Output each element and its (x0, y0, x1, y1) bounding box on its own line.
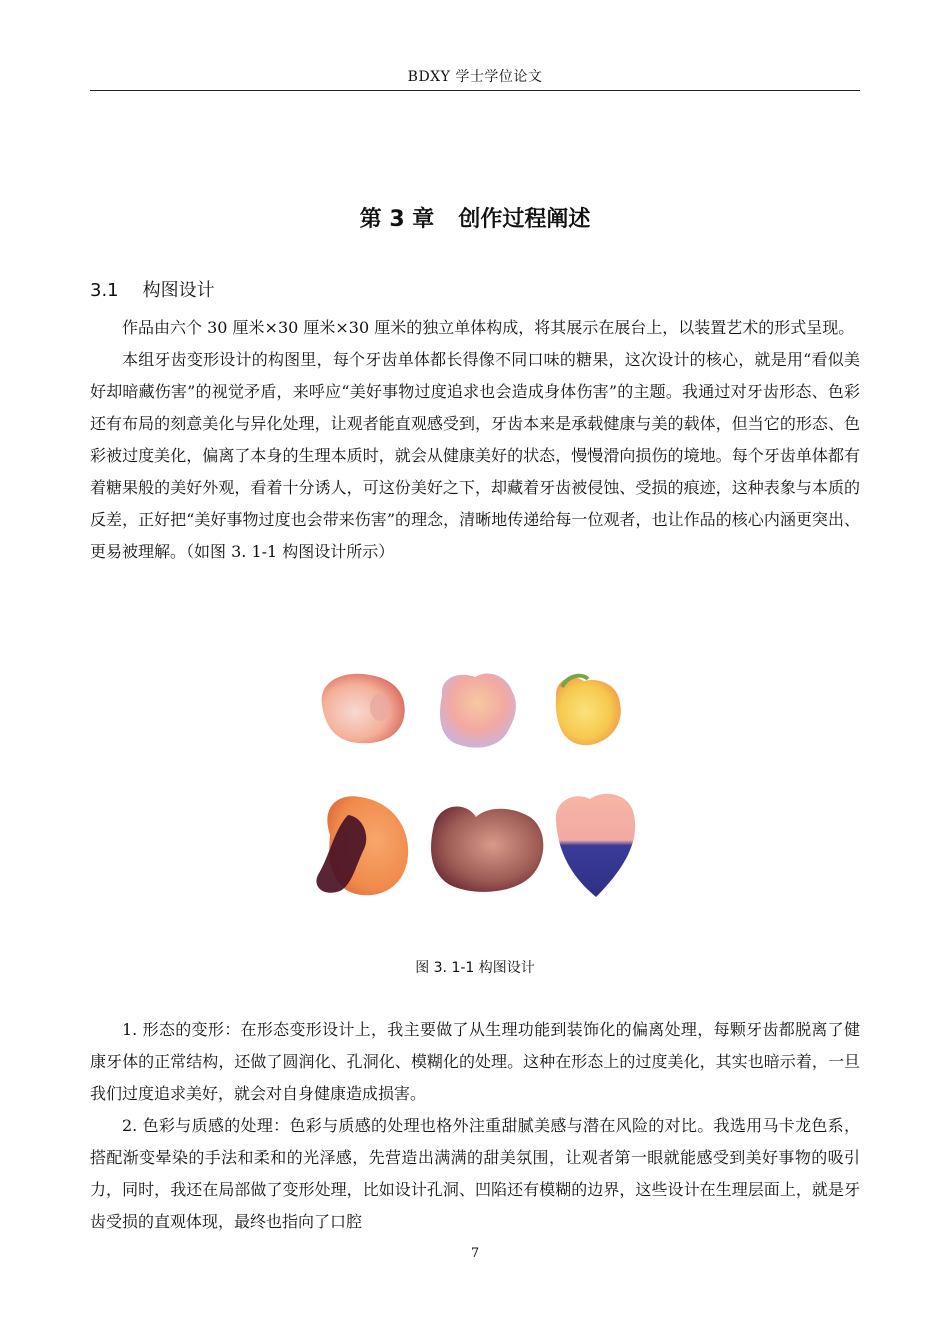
tooth-1-peach (322, 674, 405, 744)
chapter-title (90, 200, 860, 240)
tooth-5-cocoa (431, 807, 543, 892)
teeth-image (300, 665, 650, 930)
tooth-1-cavity (370, 693, 390, 721)
figure-caption: 图 3. 1-1 构图设计 (415, 960, 535, 976)
figure-teeth-composition (300, 665, 650, 930)
chapter-title-text: 创作过程阐述 (458, 207, 591, 232)
paragraph: 本组牙齿变形设计的构图里，每个牙齿单体都长得像不同口味的糖果，这次设计的核心，就是用“看似美好却暗藏伤害”的视觉矛盾，来呼应“美好事物过度追求也会造成身体伤害”的主题。我通过对牙齿形态、色彩还有布局的刻意美化与异化处理，让观者能直观感受到，牙齿本来是承载健康与美的载体，但当它的形态、色彩被过度美化，偏离了本身的生理本质时，就会从健康美好的状态，慢慢滑向损伤的境地。每个牙齿单体都有着糖果般的美好外观，看着十分诱人，可这份美好之下，却藏着牙齿被侵蚀、受损的痕迹，这种表象与本质的反差，正好把“美好事物过度也会带来伤害”的理念，清晰地传递给每一位观者，也让作品的核心内涵更突出、更易被理解。（如图 3. 1-1 构图设计所示） (90, 350, 860, 561)
paragraph: 作品由六个 30 厘米×30 厘米×30 厘米的独立单体构成，将其展示在展台上，以装置艺术的形式呈现。 (122, 318, 855, 337)
body-text-bottom (90, 1014, 860, 1238)
running-header (90, 64, 860, 91)
paragraph: 1. 形态的变形：在形态变形设计上，我主要做了从生理功能到装饰化的偏离处理，每颗牙齿都脱离了健康牙体的正常结构，还做了圆润化、孔洞化、模糊化的处理。这种在形态上的过度美化，其实也暗示着，一旦我们过度追求美好，就会对自身健康造成损害。 (90, 1020, 860, 1103)
page-number: 7 (470, 1246, 480, 1261)
running-header-text: BDXY 学士学位论文 (407, 69, 543, 85)
section-number: 3.1 (90, 280, 119, 301)
paragraph: 2. 色彩与质感的处理：色彩与质感的处理也格外注重甜腻美感与潜在风险的对比。我选用马卡龙色系，搭配渐变晕染的手法和柔和的光泽感，先营造出满满的甜美氛围，让观者第一眼就能感受到美好事物的吸引力，同时，我还在局部做了变形处理，比如设计孔洞、凹陷还有模糊的边界，这些设计在生理层面上，就是牙齿受损的直观体现，最终也指向了口腔 (90, 1116, 860, 1231)
section-title: 构图设计 (142, 280, 215, 301)
chapter-number: 第 3 章 (359, 207, 435, 232)
section-heading (90, 276, 215, 306)
tooth-6-cobalt (556, 794, 635, 897)
tooth-3-yellow (556, 677, 621, 745)
tooth-2-swirl (440, 673, 516, 747)
body-text-top (90, 312, 860, 568)
